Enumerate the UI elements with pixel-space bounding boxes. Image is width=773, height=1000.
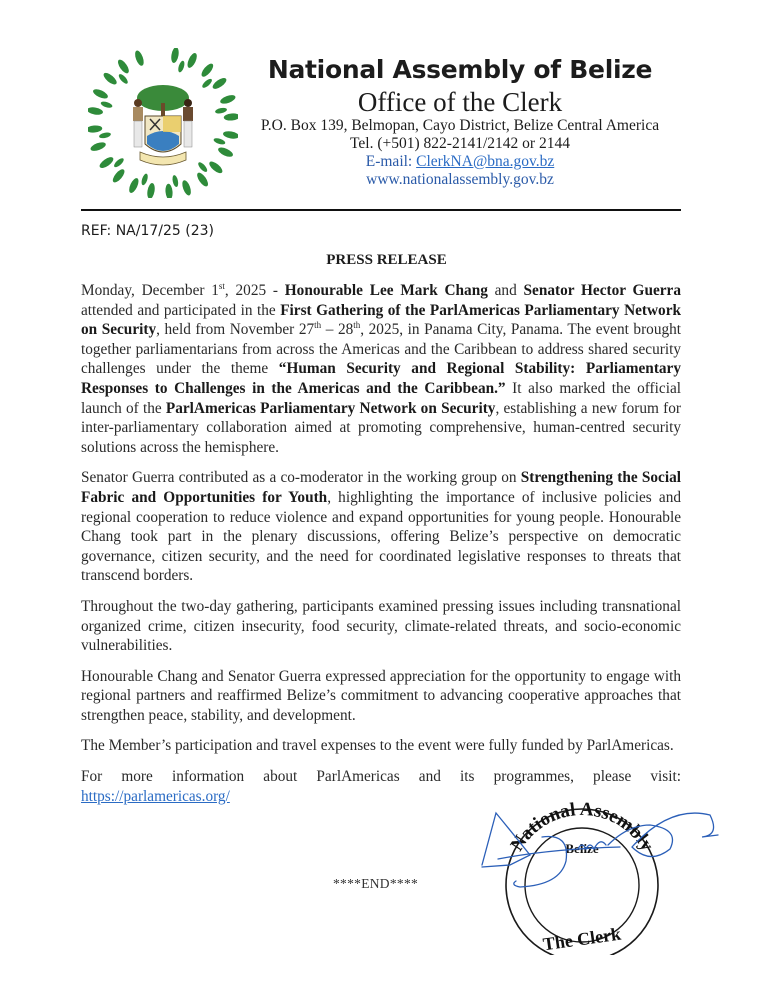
email-label: E-mail: (365, 153, 417, 170)
office-name: Office of the Clerk (357, 87, 563, 117)
svg-text:Belize: Belize (565, 841, 599, 856)
clerk-stamp-signature (470, 785, 720, 955)
belize-coat-of-arms-icon (88, 48, 238, 198)
network-name: ParlAmericas Parliamentary Network on Security (165, 399, 496, 417)
parlamericas-link[interactable]: https://parlamericas.org/ (81, 787, 230, 805)
text: and (487, 282, 524, 299)
working-group-name: Strengthening the Social Fabric and Opportunities for Youth (81, 469, 681, 506)
person-name: Senator Hector Guerra (523, 282, 681, 299)
text: , highlighting the importance of inclusive policies and regional cooperation to reduce violence and expand opportunities for young people. Honourable Chang took part in the plenary discussions, offering Belize’s perspective on democratic governance, citizen security, and the need for coordinated legislative responses to threats that transcend borders. (81, 488, 682, 585)
text: Senator Guerra contributed as a co-moderator in the working group on (81, 469, 521, 487)
telephone: Tel. (+501) 822-2141/2142 or 2144 (350, 135, 570, 152)
paragraph-1 (81, 281, 681, 457)
ordinal: th (353, 320, 361, 331)
header-divider (81, 209, 681, 211)
letterhead (245, 54, 675, 189)
text: , held from November 27 (156, 321, 315, 339)
text: It also marked the official launch of the (81, 379, 681, 417)
reference-number: REF: NA/17/25 (23) (81, 223, 215, 239)
event-theme: “Human Security and Regional Stability: Parliamentary Responses to Challenges in the Americas and the Caribbean.” (81, 360, 681, 397)
date-ordinal: st (218, 280, 225, 291)
document-heading: PRESS RELEASE (326, 252, 447, 268)
date-text: Monday, December 1 (81, 282, 219, 299)
text: – 28 (321, 321, 354, 339)
text: , establishing a new forum for inter-parliamentary collaboration aimed at promoting comprehensive, human-centred security solutions across the hemisphere. (81, 399, 681, 456)
svg-text:National Assembly: National Assembly (506, 798, 658, 855)
end-marker: ****END**** (333, 876, 419, 891)
person-name: Honourable Lee Mark Chang (284, 282, 488, 299)
email-link[interactable]: ClerkNA@bna.gov.bz (416, 153, 555, 170)
website-link[interactable]: www.nationalassembly.gov.bz (366, 171, 554, 188)
svg-text:The Clerk: The Clerk (541, 923, 623, 955)
paragraph-3: Throughout the two-day gathering, participants examined pressing issues including transnational organized crime, citizen insecurity, food security, climate-related threats, and socio-economic vulnerabilities. (81, 597, 681, 655)
text: For more information about ParlAmericas and its programmes, please visit: (81, 768, 681, 786)
stamp-icon (506, 799, 658, 955)
paragraph-2 (81, 468, 681, 586)
event-name: First Gathering of the ParlAmericas Parliamentary Network on Security (81, 301, 681, 339)
text: attended and participated in the (81, 301, 281, 319)
email-line (245, 153, 675, 171)
postal-address: P.O. Box 139, Belmopan, Cayo District, Belize Central America (260, 117, 660, 134)
date-suffix: , 2025 - (224, 282, 285, 299)
paragraph-5: The Member’s participation and travel expenses to the event were fully funded by ParlAmericas. (81, 737, 674, 755)
press-release-body (81, 281, 681, 817)
organization-name: National Assembly of Belize (267, 55, 653, 84)
paragraph-4: Honourable Chang and Senator Guerra expressed appreciation for the opportunity to engage with regional partners and reaffirmed Belize’s commitment to advancing cooperative approaches that strengthen peace, stability, and development. (81, 667, 681, 724)
ordinal: th (314, 320, 322, 331)
text: , 2025, in Panama City, Panama. The event brought together parliamentarians from across the Americas and the Caribbean to address shared security challenges under the theme (81, 321, 682, 378)
